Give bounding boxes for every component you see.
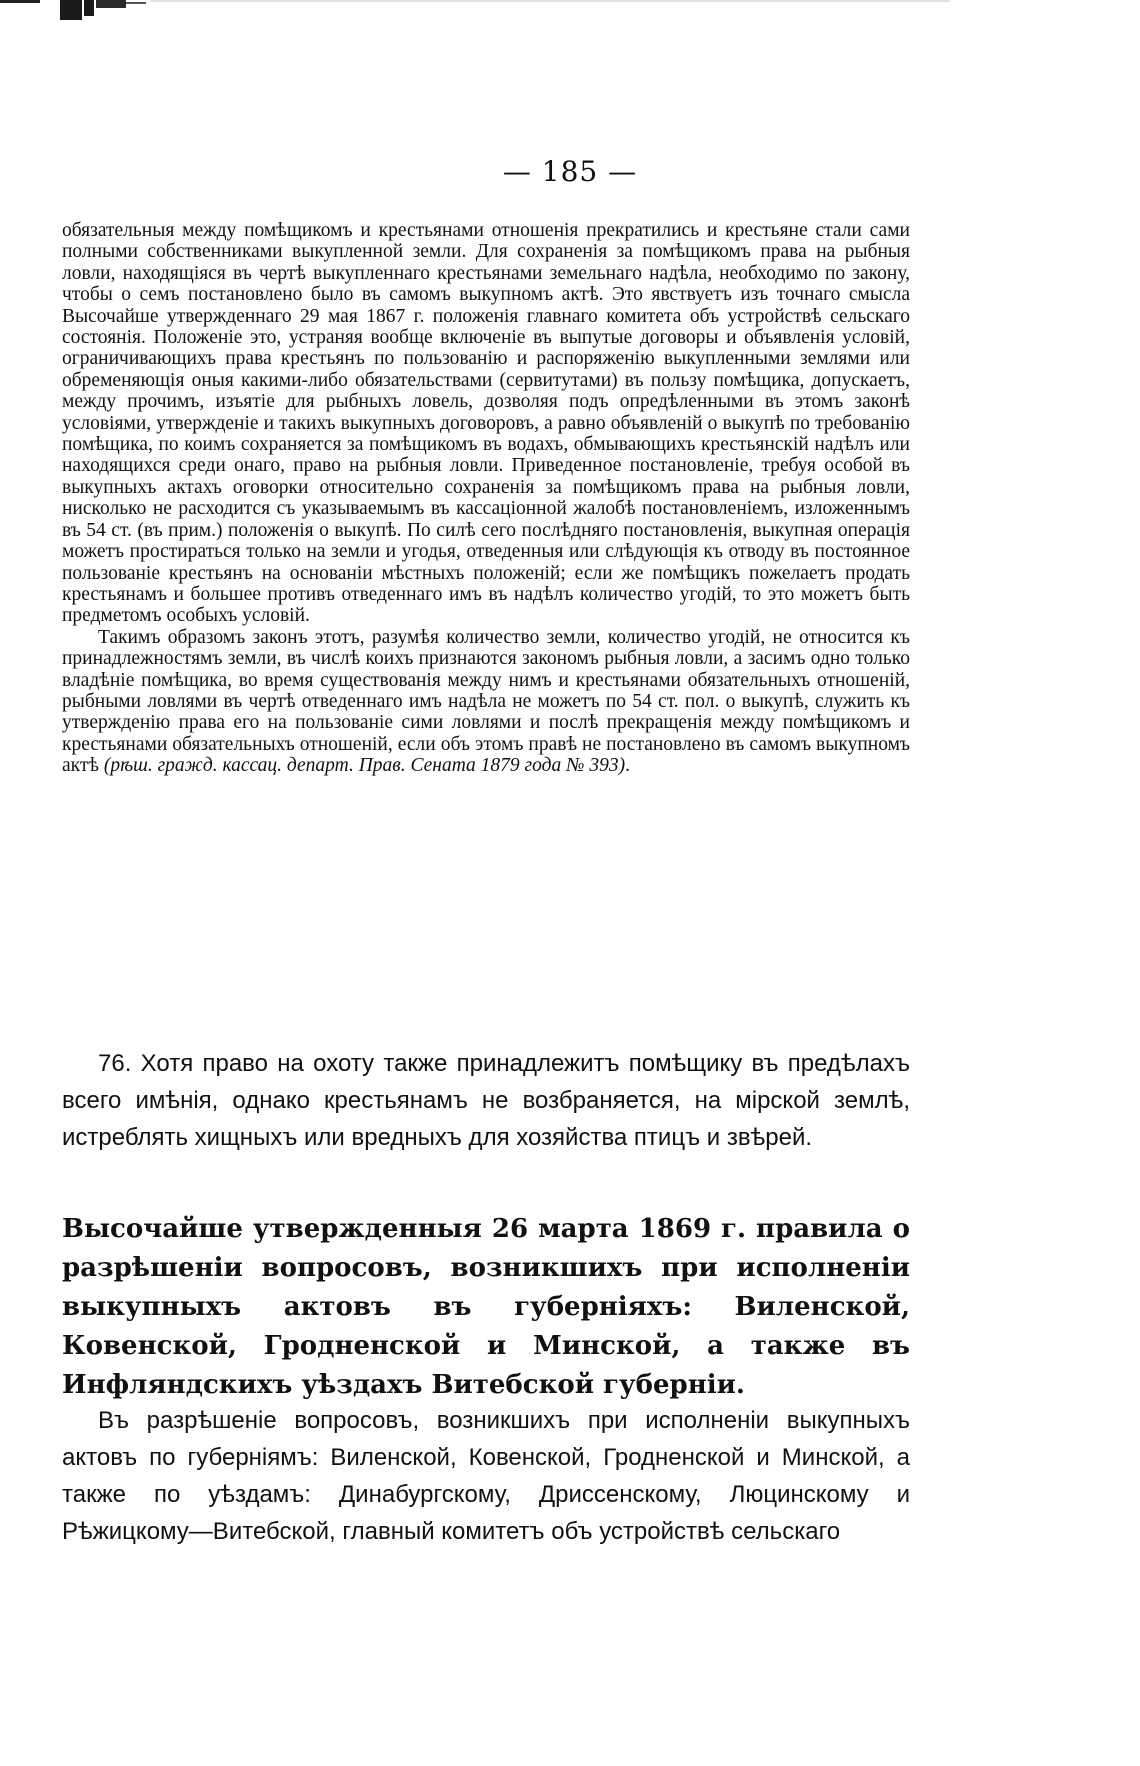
scan-artifact-mark — [0, 0, 150, 22]
page-number: — 185 — — [502, 155, 638, 188]
court-citation: (рѣш. гражд. кассац. департ. Прав. Сената 1879 года № 393) — [103, 755, 626, 777]
paragraph-continuation: обязательныя между помѣщикомъ и крестьянами отношенія прекратились и крестьяне стали сами полными собственниками выкупленной земли. Для сохраненія за помѣщикомъ права на рыбныя ловли, находящіяся въ чертѣ выкупленнаго крестьянами земельнаго надѣла, необходимо по закону, чтобы о семъ постановлено было въ самомъ выкупномъ актѣ. Это явствуетъ изъ точнаго смысла Высочайше утвержденнаго 29 мая 1867 г. положенія главнаго комитета объ устройствѣ сельскаго состоянія. Положеніе это, устраняя вообще включеніе въ выпутые договоры и объявленія условій, ограничивающихъ права крестьянъ по пользованію и распоряженію выкупленными землями или обременяющія оныя какими-либо обязательствами (сервитутами) въ пользу помѣщика, допускаетъ, между прочимъ, изъятіе для рыбныхъ ловель, дозволяя подъ опредѣленными въ этомъ законѣ условіями, утвержденіе и такихъ выкупныхъ договоровъ, а равно объявленій о выкупѣ по требованію помѣщика, по коимъ сохраняется за помѣщикомъ въ водахъ, обмывающихъ крестьянскій надѣлъ или находящихся среди онаго, право на рыбныя ловли. Приведенное постановленіе, требуя особой въ выкупныхъ актахъ оговорки относительно сохраненія за помѣщикомъ права на рыбныя ловли, нисколько не расходится съ указываемымъ въ кассаціонной жалобѣ постановленіемъ, изложеннымъ въ 54 ст. (въ прим.) положенія о выкупѣ. По силѣ сего послѣдняго постановленія, выкупная операція можетъ простираться только на земли и угодья, отведенныя или слѣдующія къ отводу въ постоянное пользованіе крестьянъ на основаніи мѣстныхъ положеній; если же помѣщикъ пожелаетъ продать крестьянамъ и большее противъ отведеннаго имъ въ надѣлъ количество угодій, то это можетъ быть предметомъ особыхъ условій. — [62, 220, 910, 627]
paragraph-second — [62, 627, 910, 777]
article-76-text: 76. Хотя право на охоту также принадлежитъ помѣщику въ предѣлахъ всего имѣнія, однако крестьянамъ не возбраняется, на мірской землѣ, истреблять хищныхъ или вредныхъ для хозяйства птицъ и звѣрей. — [62, 1050, 910, 1151]
paragraph-second-end: . — [625, 755, 631, 777]
body-text-small — [62, 220, 910, 777]
final-paragraph-text: Въ разрѣшеніе вопросовъ, возникшихъ при исполненіи выкупныхъ актовъ по губерніямъ: Виленской, Ковенской, Гродненской и Минской, а также по уѣздамъ: Динабургскому, Дриссенскому, Люцинскому и Рѣжицкому—Витебской, главный комитетъ объ устройствѣ сельскаго — [62, 1407, 910, 1545]
paragraph-second-text: Такимъ образомъ законъ этотъ, разумѣя количество земли, количество угодій, не относится къ принадлежностямъ земли, въ числѣ коихъ признаются закономъ рыбныя ловли, а засимъ одно только владѣніе помѣщика, во время существованія между нимъ и крестьянами обязательныхъ отношеній, рыбными ловлями въ чертѣ отведеннаго имъ надѣла не можетъ по 54 ст. пол. о выкупѣ, служить къ утвержденію права его на пользованіе сими ловлями и послѣ прекращенія между помѣщикомъ и крестьянами обязательныхъ отношеній, если объ этомъ правѣ не постановлено въ самомъ выкупномъ актѣ — [62, 626, 910, 777]
article-76 — [62, 1045, 910, 1156]
section-heading: Высочайше утвержденныя 26 марта 1869 г. правила о разрѣшеніи вопросовъ, возникшихъ при исполненіи выкупныхъ актовъ въ губерніяхъ: Виленской, Ковенской, Гродненской и Минской, а также въ Инфляндскихъ уѣздахъ Витебской губерніи. — [62, 1214, 910, 1400]
final-paragraph — [62, 1402, 910, 1550]
scan-edge-line — [150, 0, 950, 2]
